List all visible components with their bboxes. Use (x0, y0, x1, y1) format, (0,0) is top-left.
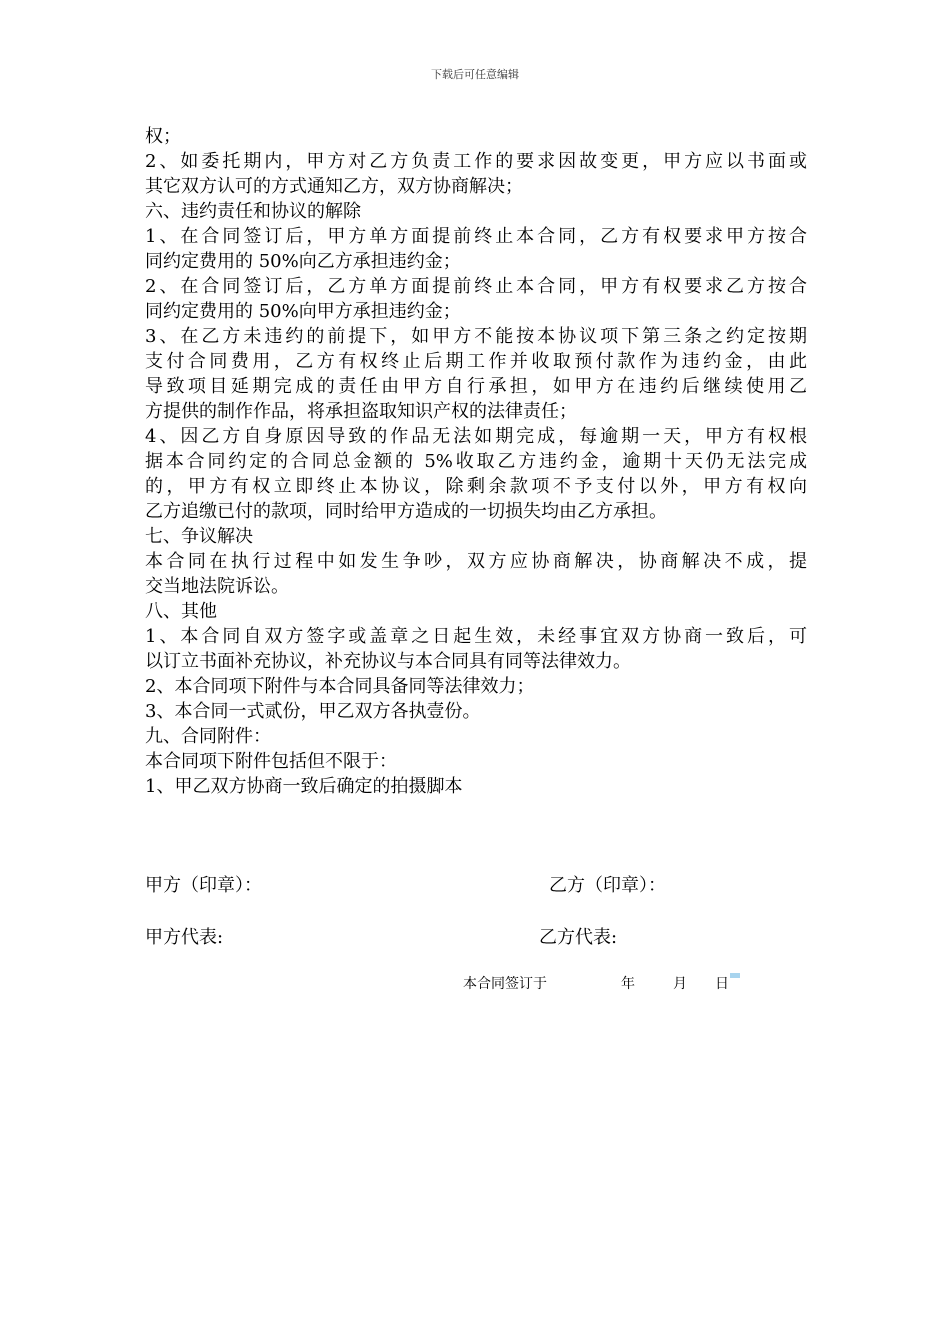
page-header-note: 下载后可任意编辑 (431, 68, 519, 81)
contract-line: 交当地法院诉讼。 (145, 576, 289, 597)
contract-line: 本合同在执行过程中如发生争吵，双方应协商解决，协商解决不成，提 (145, 551, 807, 572)
contract-body (145, 124, 807, 799)
contract-line: 支付合同费用，乙方有权终止后期工作并收取预付款作为违约金，由此 (145, 351, 807, 372)
party-b-seal-label: 乙方（印章）： (549, 875, 666, 896)
contract-line: 权； (145, 126, 181, 147)
contract-line: 六、违约责任和协议的解除 (145, 201, 361, 222)
contract-line: 2、在合同签订后，乙方单方面提前终止本合同，甲方有权要求乙方按合 (145, 276, 807, 297)
contract-line: 同约定费用的 50%向甲方承担违约金； (145, 301, 461, 322)
contract-line: 其它双方认可的方式通知乙方，双方协商解决； (145, 176, 523, 197)
contract-line: 方提供的制作作品，将承担盗取知识产权的法律责任； (145, 401, 577, 422)
highlight-mark (730, 973, 740, 978)
contract-line: 以订立书面补充协议，补充协议与本合同具有同等法律效力。 (145, 651, 631, 672)
contract-line: 1、本合同自双方签字或盖章之日起生效，未经事宜双方协商一致后，可 (145, 626, 807, 647)
party-a-representative-label: 甲方代表: (145, 927, 224, 948)
contract-line: 同约定费用的 50%向乙方承担违约金； (145, 251, 461, 272)
contract-line: 1、在合同签订后，甲方单方面提前终止本合同，乙方有权要求甲方按合 (145, 226, 807, 247)
contract-line: 九、合同附件： (145, 726, 271, 747)
contract-line: 3、在乙方未违约的前提下，如甲方不能按本协议项下第三条之约定按期 (145, 326, 807, 347)
party-a-seal-label: 甲方（印章）： (145, 875, 262, 896)
contract-line: 的，甲方有权立即终止本协议，除剩余款项不予支付以外，甲方有权向 (145, 476, 807, 497)
contract-line: 2、本合同项下附件与本合同具备同等法律效力； (145, 676, 535, 697)
contract-line: 3、本合同一式贰份，甲乙双方各执壹份。 (145, 701, 481, 722)
signing-date-year: 年 (621, 976, 635, 992)
contract-line: 2、如委托期内，甲方对乙方负责工作的要求因故变更，甲方应以书面或 (145, 151, 807, 172)
contract-line: 八、其他 (145, 601, 217, 622)
contract-line: 七、争议解决 (145, 526, 253, 547)
contract-line: 导致项目延期完成的责任由甲方自行承担，如甲方在违约后继续使用乙 (145, 376, 807, 397)
signing-date-month: 月 (673, 976, 687, 992)
signing-date-prefix: 本合同签订于 (463, 976, 547, 992)
contract-line: 据本合同约定的合同总金额的 5%收取乙方违约金，逾期十天仍无法完成 (145, 451, 807, 472)
contract-line: 4、因乙方自身原因导致的作品无法如期完成，每逾期一天，甲方有权根 (145, 426, 807, 447)
party-b-representative-label: 乙方代表: (539, 927, 618, 948)
contract-line: 本合同项下附件包括但不限于： (145, 751, 397, 772)
contract-line: 乙方追缴已付的款项，同时给甲方造成的一切损失均由乙方承担。 (145, 501, 667, 522)
signing-date-day: 日 (715, 976, 729, 992)
contract-line: 1、甲乙双方协商一致后确定的拍摄脚本 (145, 776, 463, 797)
